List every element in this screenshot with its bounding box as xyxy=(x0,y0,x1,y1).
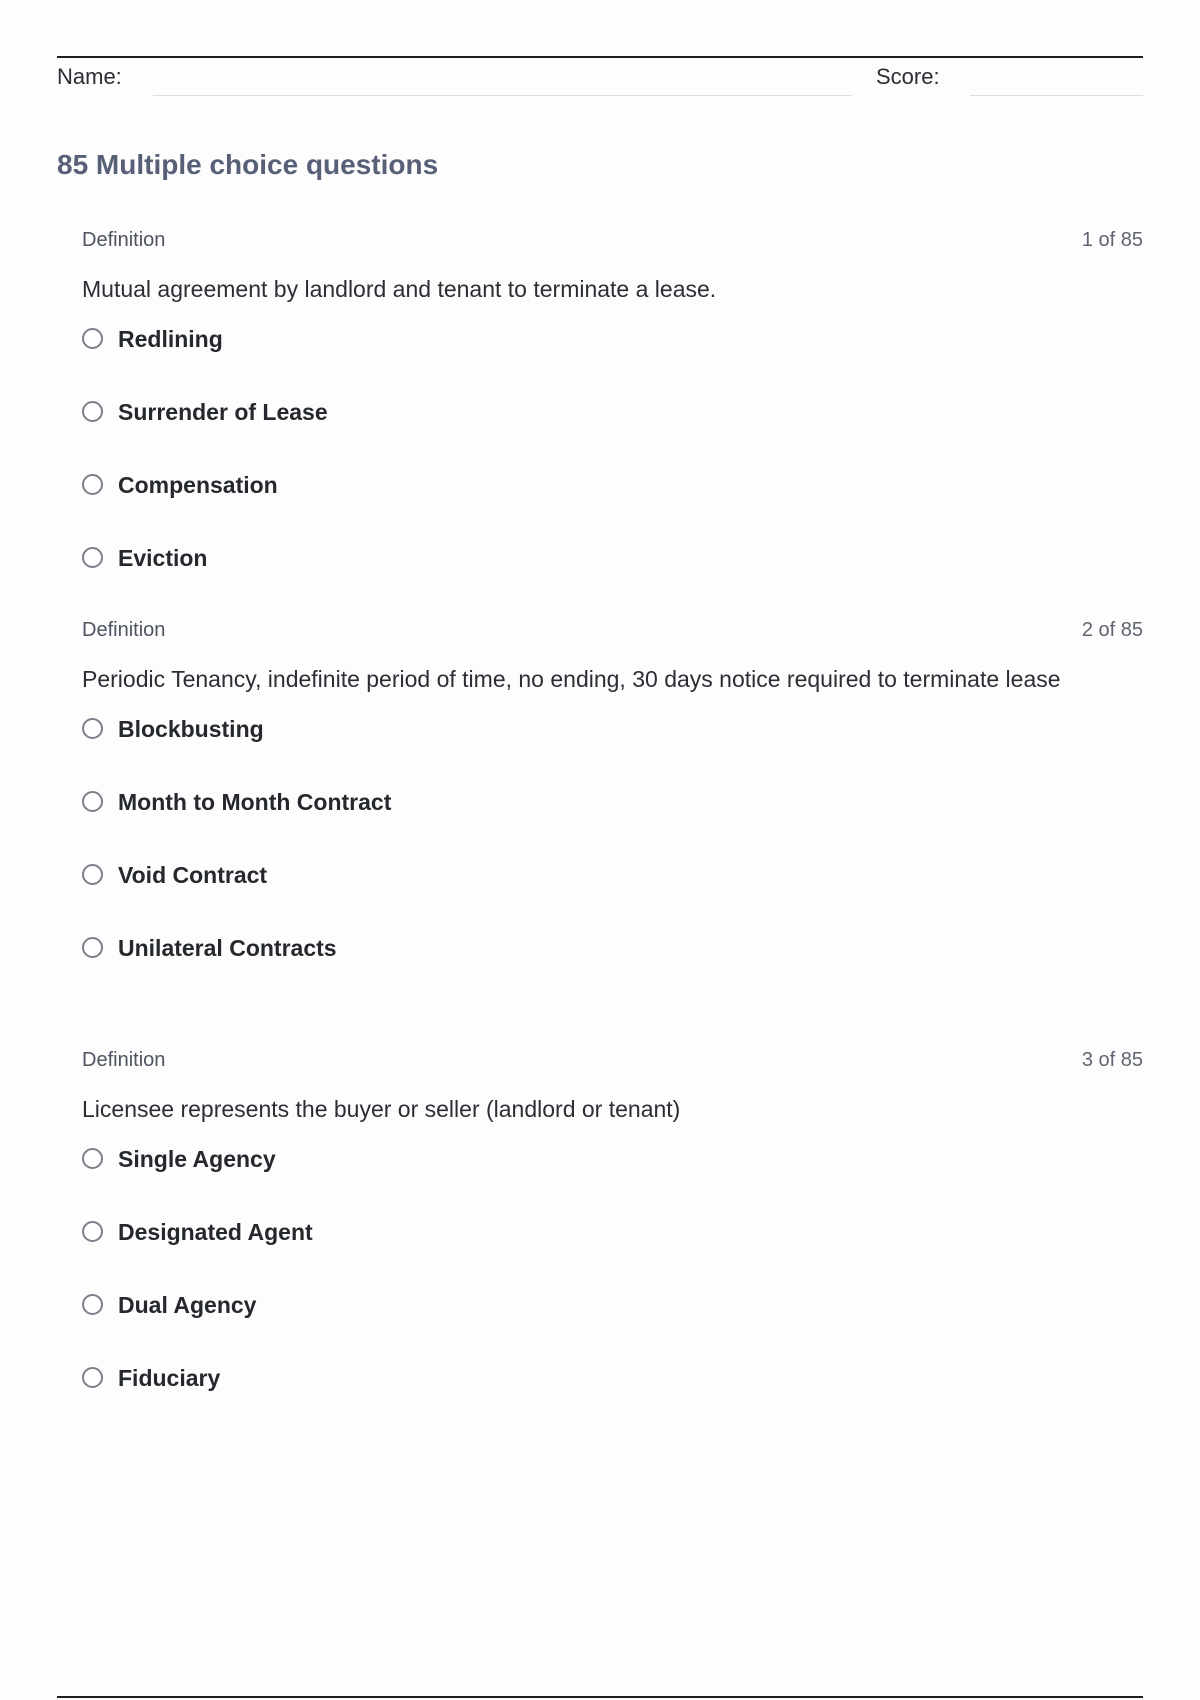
answer-option-label: Redlining xyxy=(118,326,223,352)
question-header xyxy=(82,1049,1143,1075)
radio-button-icon[interactable] xyxy=(82,401,103,422)
score-field-line[interactable] xyxy=(970,95,1143,96)
name-score-header xyxy=(57,62,1143,98)
question-type-label: Definition xyxy=(82,1049,166,1071)
radio-button-icon[interactable] xyxy=(82,547,103,568)
radio-button-icon[interactable] xyxy=(82,718,103,739)
question-2 xyxy=(82,619,1143,1007)
question-prompt: Licensee represents the buyer or seller (landlord or tenant) xyxy=(82,1096,681,1122)
answer-option-label: Blockbusting xyxy=(118,716,264,742)
bottom-rule xyxy=(57,1696,1143,1698)
radio-button-icon[interactable] xyxy=(82,864,103,885)
answer-option-label: Void Contract xyxy=(118,862,268,888)
score-label: Score: xyxy=(876,64,940,89)
answer-option-label: Dual Agency xyxy=(118,1292,257,1318)
answer-option-label: Surrender of Lease xyxy=(118,399,328,425)
question-counter: 2 of 85 xyxy=(1081,619,1143,641)
answer-option[interactable] xyxy=(82,934,1143,1007)
answer-option[interactable] xyxy=(82,788,1143,861)
radio-button-icon[interactable] xyxy=(82,937,103,958)
radio-button-icon[interactable] xyxy=(82,1294,103,1315)
question-prompt: Mutual agreement by landlord and tenant to terminate a lease. xyxy=(82,276,717,302)
question-type-label: Definition xyxy=(82,229,166,251)
question-prompt: Periodic Tenancy, indefinite period of time, no ending, 30 days notice required to terminate lease xyxy=(82,666,1061,692)
question-1 xyxy=(82,229,1143,617)
radio-button-icon[interactable] xyxy=(82,1367,103,1388)
answer-option[interactable] xyxy=(82,1291,1143,1364)
answer-option[interactable] xyxy=(82,325,1143,398)
answer-option[interactable] xyxy=(82,1364,1143,1437)
answer-option-label: Designated Agent xyxy=(118,1219,313,1245)
question-counter: 3 of 85 xyxy=(1081,1049,1143,1071)
answer-option[interactable] xyxy=(82,715,1143,788)
answer-options xyxy=(82,715,1143,1007)
top-rule xyxy=(57,56,1143,58)
question-counter: 1 of 85 xyxy=(1081,229,1143,251)
name-label: Name: xyxy=(57,64,122,89)
worksheet-page xyxy=(57,0,1143,1700)
answer-option[interactable] xyxy=(82,398,1143,471)
answer-option-label: Eviction xyxy=(118,545,208,571)
question-header xyxy=(82,619,1143,645)
answer-option-label: Compensation xyxy=(118,472,278,498)
answer-option[interactable] xyxy=(82,544,1143,617)
radio-button-icon[interactable] xyxy=(82,328,103,349)
radio-button-icon[interactable] xyxy=(82,1221,103,1242)
question-header xyxy=(82,229,1143,255)
answer-options xyxy=(82,1145,1143,1437)
answer-option-label: Fiduciary xyxy=(118,1365,221,1391)
answer-option[interactable] xyxy=(82,471,1143,544)
answer-option[interactable] xyxy=(82,1145,1143,1218)
question-3 xyxy=(82,1049,1143,1437)
answer-option[interactable] xyxy=(82,861,1143,934)
answer-option-label: Single Agency xyxy=(118,1146,276,1172)
radio-button-icon[interactable] xyxy=(82,791,103,812)
section-title: 85 Multiple choice questions xyxy=(57,149,439,180)
answer-option-label: Month to Month Contract xyxy=(118,789,392,815)
answer-option-label: Unilateral Contracts xyxy=(118,935,337,961)
answer-options xyxy=(82,325,1143,617)
radio-button-icon[interactable] xyxy=(82,474,103,495)
question-type-label: Definition xyxy=(82,619,166,641)
answer-option[interactable] xyxy=(82,1218,1143,1291)
name-field-line[interactable] xyxy=(153,95,852,96)
radio-button-icon[interactable] xyxy=(82,1148,103,1169)
